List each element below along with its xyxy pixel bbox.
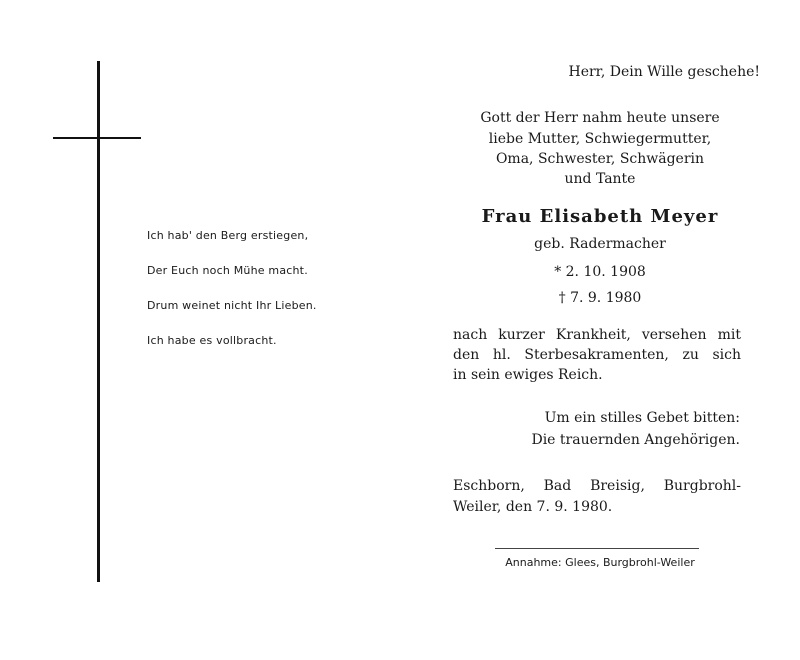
intro-line: und Tante	[564, 171, 636, 187]
death-date: † 7. 9. 1980	[558, 290, 642, 306]
intro-line: Gott der Herr nahm heute unsere	[480, 110, 720, 126]
intro-line: liebe Mutter, Schwiegermutter,	[488, 131, 712, 147]
intro-line: Oma, Schwester, Schwägerin	[495, 151, 705, 167]
cross-horizontal-bar	[53, 137, 141, 139]
poem-line: Ich habe es vollbracht.	[147, 334, 277, 347]
maiden-name: geb. Radermacher	[534, 236, 666, 252]
body-line: den hl. Sterbesakramenten, zu sich	[453, 347, 741, 363]
place-line: Weiler, den 7. 9. 1980.	[453, 499, 613, 515]
body-line: in sein ewiges Reich.	[453, 367, 603, 383]
cross-vertical-bar	[97, 61, 100, 582]
birth-date: * 2. 10. 1908	[554, 264, 646, 280]
footer-divider	[495, 548, 699, 549]
closing-line: Die trauernden Angehörigen.	[531, 432, 740, 448]
place-line: Eschborn, Bad Breisig, Burgbrohl-	[453, 478, 741, 494]
heading: Herr, Dein Wille geschehe!	[568, 64, 760, 80]
poem-line: Ich hab' den Berg erstiegen,	[147, 229, 309, 242]
printer-credit: Annahme: Glees, Burgbrohl-Weiler	[505, 556, 695, 569]
poem-line: Der Euch noch Mühe macht.	[147, 264, 308, 277]
deceased-name: Frau Elisabeth Meyer	[481, 206, 719, 227]
poem-block	[147, 226, 387, 366]
poem-line: Drum weinet nicht Ihr Lieben.	[147, 299, 317, 312]
closing-line: Um ein stilles Gebet bitten:	[544, 410, 740, 426]
body-line: nach kurzer Krankheit, versehen mit	[453, 327, 741, 343]
